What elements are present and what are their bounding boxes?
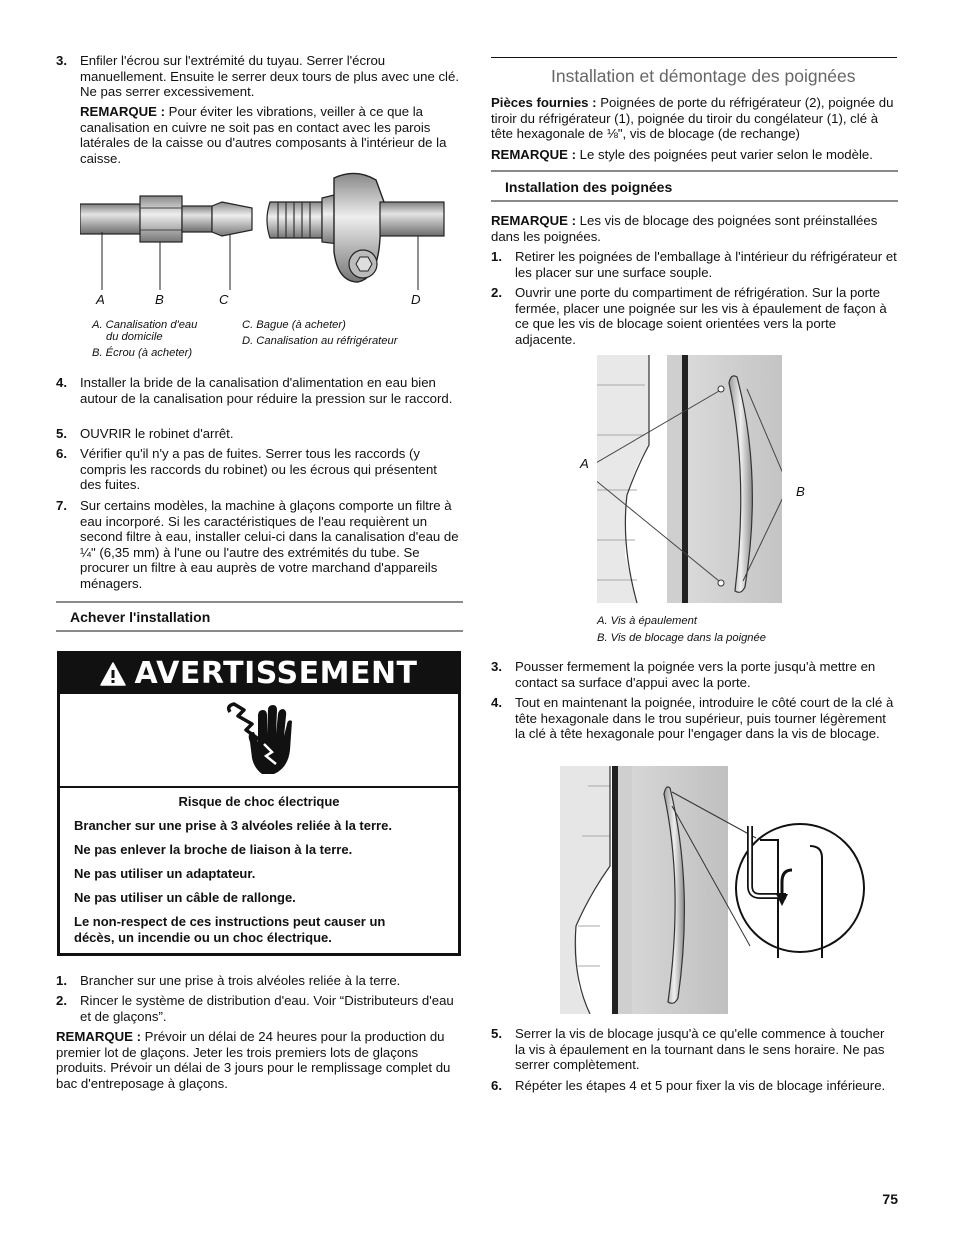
warning-line-risk: Risque de choc électrique — [178, 794, 340, 809]
fig1-label-b: B — [155, 292, 164, 307]
fig1-caption-a2: du domicile — [106, 331, 163, 343]
divider-bottom — [56, 630, 463, 632]
hex-key-figure — [560, 766, 870, 1014]
style-note: REMARQUE : Le style des poignées peut varier selon le modèle. — [491, 147, 873, 162]
warning-icon-area — [60, 694, 458, 788]
warning-body — [60, 788, 458, 946]
right-divider-bottom — [491, 200, 898, 202]
install-step-5: 5. Serrer la vis de blocage jusqu'à ce qu'elle commence à toucher la vis à épaulement en la tournant dans le sens horaire. Ne pas serrer complètement. — [491, 1026, 885, 1073]
divider-top — [56, 601, 463, 603]
step-7: 7. Sur certains modèles, la machine à glaçons comporte un filtre à eau incorporé. Si les caractéristiques de l'eau requièrent un second filtre à eau, installer celui-ci dans la canalisation d'eau de ¼" (6,35 mm) à l'une ou l'autre des extrémités du tube. Se procurer un filtre à eau auprès de votre marchand d'appareils ménagers. — [56, 498, 459, 591]
pipe-fitting-figure — [80, 172, 450, 312]
install-step-2: 2. Ouvrir une porte du compartiment de réfrigération. Sur la porte fermée, placer une poignée sur les vis à épaulement de façon à ce que les vis de blocage soient orientées vers la porte adjacente. — [491, 285, 887, 347]
warning-title: AVERTISSEMENT — [134, 656, 418, 692]
step-4: 4. Installer la bride de la canalisation d'alimentation en eau bien autour de la canalisation pour réduire la pression sur le raccord. — [56, 375, 453, 406]
final-note: REMARQUE : Prévoir un délai de 24 heures pour la production du premier lot de glaçons. Jeter les trois premiers lots de glaçons produits. Prévoir un délai de 3 jours pour le remplissage complet du bac d'entreposage à glaçons. — [56, 1029, 451, 1091]
warning-box — [57, 651, 461, 956]
fig1-caption-c: C. Bague (à acheter) — [242, 319, 346, 331]
install-step-6: 6. Répéter les étapes 4 et 5 pour fixer la vis de blocage inférieure. — [491, 1078, 886, 1093]
fig2-caption-a: A. Vis à épaulement — [597, 615, 697, 627]
step-6: 6. Vérifier qu'il n'y a pas de fuites. Serrer tous les raccords (y compris les raccords du robinet) ou les écrous qui présentent des fuites. — [56, 446, 437, 493]
warning-line-2: Ne pas enlever la broche de liaison à la terre. — [74, 842, 353, 857]
subhead-achever: Achever l'installation — [70, 609, 211, 625]
install-step-1: 1. Retirer les poignées de l'emballage à l'intérieur du réfrigérateur et les placer sur une surface souple. — [491, 249, 897, 280]
step-3: 3. Enfiler l'écrou sur l'extrémité du tuyau. Serrer l'écrou manuellement. Ensuite le serrer deux tours de plus avec une clé. Ne pas serrer excessivement. — [56, 53, 459, 100]
install-step-4: 4. Tout en maintenant la poignée, introduire le côté court de la clé à tête hexagonale dans le trou supérieur, puis tourner légèrement la clé à tête hexagonale pour l'engager dans la vis de blocage. — [491, 695, 894, 742]
fig1-label-a: A — [96, 292, 105, 307]
warning-triangle-icon — [100, 662, 126, 686]
warning-line-4: Ne pas utiliser un câble de rallonge. — [74, 890, 296, 905]
right-top-rule — [491, 57, 897, 58]
step-3-note: REMARQUE : Pour éviter les vibrations, veiller à ce que la canalisation en cuivre ne soit pas en contact avec les parois latérales de la caisse ou d'autres composants à l'intérieur de la caisse. — [80, 104, 447, 166]
parts-supplied: Pièces fournies : Poignées de porte du réfrigérateur (2), poignée du tiroir du réfrigérateur (1), poignée du tiroir du congélateur (1), clé à tête hexagonale de ⅛", vis de blocage (de rechange) — [491, 95, 894, 142]
step-5: 5. OUVRIR le robinet d'arrêt. — [56, 426, 234, 441]
fig2-caption-b: B. Vis de blocage dans la poignée — [597, 632, 766, 644]
page-number: 75 — [882, 1191, 898, 1207]
warning-line-5: Le non-respect de ces instructions peut causer un décès, un incendie ou un choc électrique. — [74, 914, 386, 945]
warning-line-3: Ne pas utiliser un adaptateur. — [74, 866, 256, 881]
install-note: REMARQUE : Les vis de blocage des poignées sont préinstallées dans les poignées. — [491, 213, 878, 244]
section-title: Installation et démontage des poignées — [551, 66, 856, 86]
fig1-caption-d: D. Canalisation au réfrigérateur — [242, 335, 398, 347]
fig2-label-a: A — [580, 456, 589, 471]
warning-header — [60, 654, 458, 694]
electric-shock-hand-icon — [224, 702, 294, 778]
subhead-installation: Installation des poignées — [505, 179, 673, 195]
handle-mount-figure — [597, 355, 782, 603]
right-divider-top — [491, 170, 898, 172]
install-step-3: 3. Pousser fermement la poignée vers la porte jusqu'à mettre en contact sa surface d'appui avec la porte. — [491, 659, 876, 690]
final-step-2: 2. Rincer le système de distribution d'eau. Voir “Distributeurs d'eau et de glaçons”. — [56, 993, 454, 1024]
fig2-label-b: B — [796, 484, 805, 499]
fig1-label-d: D — [411, 292, 421, 307]
fig1-label-c: C — [219, 292, 229, 307]
fig1-caption-b: B. Écrou (à acheter) — [92, 347, 193, 359]
fig1-caption-a: A. Canalisation d'eau — [92, 319, 198, 331]
final-step-1: 1. Brancher sur une prise à trois alvéoles reliée à la terre. — [56, 973, 401, 988]
warning-line-1: Brancher sur une prise à 3 alvéoles reliée à la terre. — [74, 818, 392, 833]
